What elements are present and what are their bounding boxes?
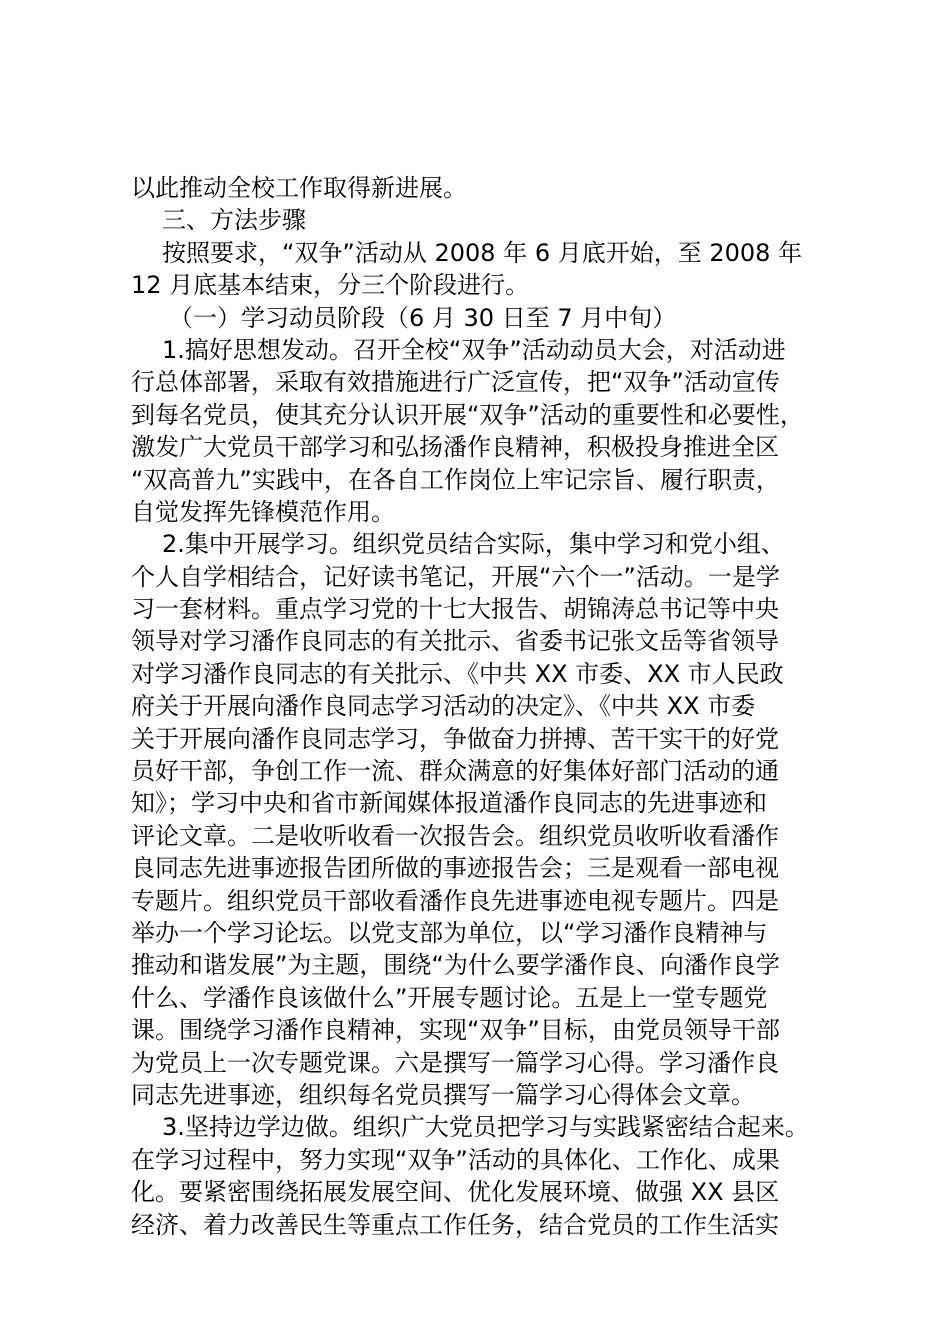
text-line: 自觉发挥先锋模范作用。 xyxy=(131,497,395,526)
text-line: 为党员上一次专题党课。六是撰写一篇学习心得。学习潘作良 xyxy=(131,1048,779,1077)
section-heading: 三、方法步骤 xyxy=(162,206,306,235)
text-line: 同志先进事迹，组织每名党员撰写一篇学习心得体会文章。 xyxy=(131,1080,755,1109)
text-line: 什么、学潘作良该做什么”开展专题讨论。五是上一堂专题党 xyxy=(131,983,768,1012)
text-line: 对学习潘作良同志的有关批示、《中共 XX 市委、XX 市人民政 xyxy=(131,659,784,688)
text-line: 专题片。组织党员干部收看潘作良先进事迹电视专题片。四是 xyxy=(131,886,779,915)
text-line: “双高普九”实践中，在各自工作岗位上牢记宗旨、履行职责， xyxy=(131,465,780,494)
text-line: 激发广大党员干部学习和弘扬潘作良精神，积极投身推进全区 xyxy=(131,433,779,462)
text-line: 2.集中开展学习。组织党员结合实际，集中学习和党小组、 xyxy=(162,530,785,559)
text-line: 个人自学相结合，记好读书笔记，开展“六个一”活动。一是学 xyxy=(131,562,780,591)
text-line: 按照要求，“双争”活动从 2008 年 6 月底开始，至 2008 年 xyxy=(162,238,803,267)
document-body xyxy=(131,172,836,1241)
text-line: 关于开展向潘作良同志学习，争做奋力拼搏、苦干实干的好党 xyxy=(131,724,779,753)
text-line: 良同志先进事迹报告团所做的事迹报告会；三是观看一部电视 xyxy=(131,854,779,883)
text-line: 12 月底基本结束，分三个阶段进行。 xyxy=(131,271,530,300)
text-line: 3.坚持边学边做。组织广大党员把学习与实践紧密结合起来。 xyxy=(162,1113,809,1142)
text-line: 以此推动全校工作取得新进展。 xyxy=(131,174,467,202)
text-line: 知》；学习中央和省市新闻媒体报道潘作良同志的先进事迹和 xyxy=(131,789,767,818)
text-line: 举办一个学习论坛。以党支部为单位，以“学习潘作良精神与 xyxy=(131,918,768,947)
text-line: 行总体部署，采取有效措施进行广泛宣传，把“双争”活动宣传 xyxy=(131,368,780,397)
text-line: 经济、着力改善民生等重点工作任务，结合党员的工作生活实 xyxy=(131,1210,779,1239)
text-line: 到每名党员，使其充分认识开展“双争”活动的重要性和必要性， xyxy=(131,400,804,429)
subsection-heading: （一）学习动员阶段（6 月 30 日至 7 月中旬） xyxy=(169,303,677,332)
text-line: 化。要紧密围绕拓展发展空间、优化发展环境、做强 XX 县区 xyxy=(131,1178,780,1207)
text-line: 府关于开展向潘作良同志学习活动的决定》、《中共 XX 市委 xyxy=(131,692,756,721)
text-line: 领导对学习潘作良同志的有关批示、省委书记张文岳等省领导 xyxy=(131,627,779,656)
text-line: 习一套材料。重点学习党的十七大报告、胡锦涛总书记等中央 xyxy=(131,595,779,624)
text-line: 课。围绕学习潘作良精神，实现“双争”目标，由党员领导干部 xyxy=(131,1016,780,1045)
text-line: 员好干部，争创工作一流、群众满意的好集体好部门活动的通 xyxy=(131,757,779,786)
text-line: 推动和谐发展”为主题，围绕“为什么要学潘作良、向潘作良学 xyxy=(131,951,780,980)
text-line: 评论文章。二是收听收看一次报告会。组织党员收听收看潘作 xyxy=(131,821,779,850)
text-line: 1.搞好思想发动。召开全校“双争”活动动员大会，对活动进 xyxy=(162,335,786,364)
text-line: 在学习过程中，努力实现“双争”活动的具体化、工作化、成果 xyxy=(131,1145,780,1174)
